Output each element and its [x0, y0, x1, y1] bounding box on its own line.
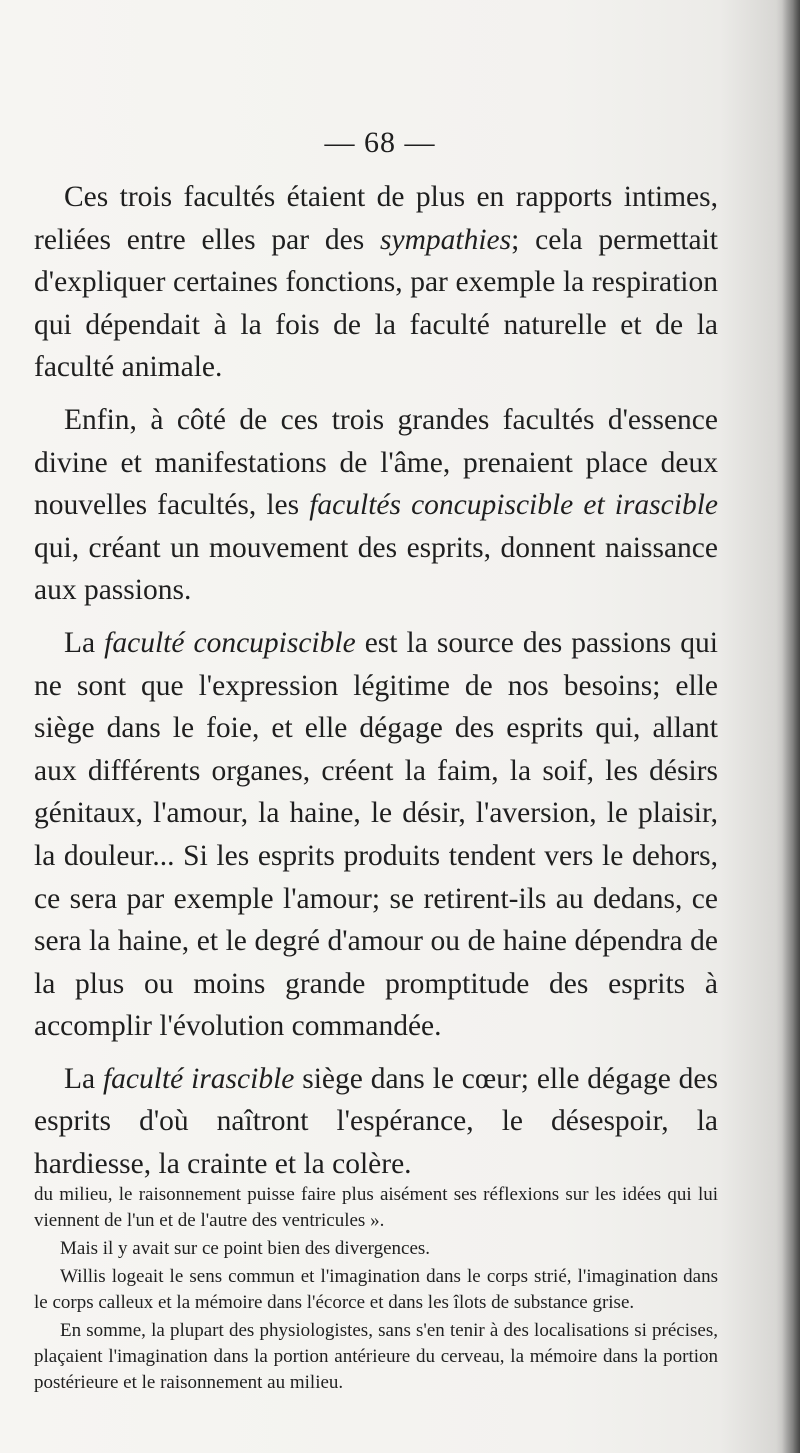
italic-term: faculté irascible — [102, 1062, 295, 1095]
footnotes — [34, 1182, 718, 1398]
text-run: Enfin, à côté de ces trois grandes facultés d'essence divine et manifestations de l'âme, prenaient place deux nouvelles facultés, les — [34, 403, 718, 522]
italic-term: faculté concupiscible — [104, 626, 356, 659]
italic-term: facultés concupiscible et irascible — [309, 489, 718, 522]
italic-term: sympathies — [380, 223, 512, 256]
page-number: — 68 — — [324, 126, 436, 159]
text-run: La — [64, 1062, 103, 1095]
paragraph-2 — [34, 399, 718, 612]
text-run: Ces trois facultés étaient de plus en rapports intimes, reliées entre elles par des — [34, 181, 718, 256]
text-run: ; cela permettait d'expliquer certaines fonctions, par exemple la respiration qui dépendait à la fois de la faculté naturelle et de la faculté animale. — [34, 223, 718, 384]
text-run: qui, créant un mouvement des esprits, donnent naissance aux passions. — [34, 531, 718, 607]
main-text — [34, 176, 718, 1196]
footnote-paragraph: Mais il y avait sur ce point bien des divergences. — [60, 1238, 431, 1259]
footnote-continuation: du milieu, le raisonnement puisse faire plus aisément ses réflexions sur les idées qui lui viennent de l'un et de l'autre des ventricules ». — [34, 1184, 718, 1231]
paragraph-1 — [34, 176, 718, 389]
binding-shadow — [782, 0, 800, 1453]
paragraph-4 — [34, 1058, 718, 1186]
text-run: La — [64, 626, 105, 659]
text-run: est la source des passions qui ne sont que l'expression légitime de nos besoins; elle siège dans le foie, et elle dégage des esprits qui, allant aux différents organes, créent la faim, la soif, les désirs génitaux, l'amour, la haine, le désir, l'aversion, le plaisir, la douleur... Si les esprits produits tendent vers le dehors, ce sera par exemple l'amour; se retirent-ils au dedans, ce sera la haine, et le degré d'amour ou de haine dépendra de la plus ou moins grande promptitude des esprits à accomplir l'évolution commandée. — [34, 626, 718, 1043]
paragraph-3 — [34, 622, 718, 1048]
footnote-paragraph: Willis logeait le sens commun et l'imagination dans le corps strié, l'imagination dans le corps calleux et la mémoire dans l'écorce et dans les îlots de substance grise. — [34, 1266, 718, 1313]
footnote-paragraph: En somme, la plupart des physiologistes, sans s'en tenir à des localisations si précises, plaçaient l'imagination dans la portion antérieure du cerveau, la mémoire dans la portion postérieure et le raisonnement au milieu. — [34, 1320, 718, 1393]
text-run: siège dans le cœur; elle dégage des esprits d'où naîtront l'espérance, le désespoir, la hardiesse, la crainte et la colère. — [34, 1062, 719, 1181]
